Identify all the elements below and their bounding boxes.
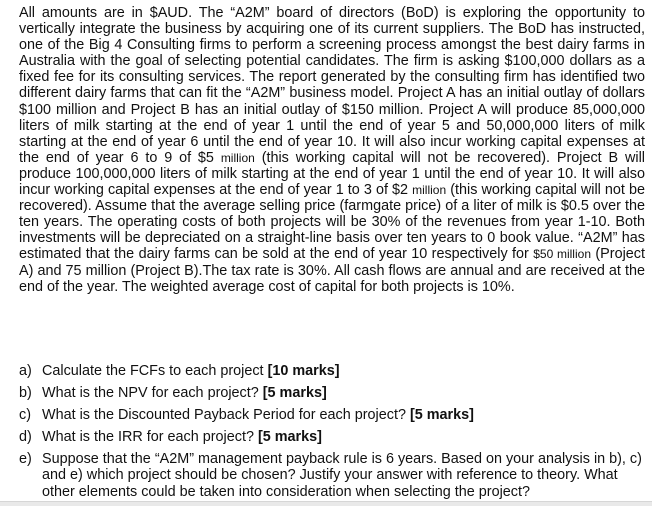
question-marks: [5 marks] [262, 385, 327, 402]
case-text-part-3: (this working capital will not be recovered). Assume that the average selling price (farmgate price) of a liter of milk is $0.5 over the ten years. The operating costs of both projects will be 30% of the revenues from year 1-10. Both investments will be depreciated on a straight-line basis over ten years to 0 book value. “A2M” has estimated that the dairy farms can be sold at the end of year 10 respectively for [19, 182, 646, 263]
question-item-e [19, 451, 645, 499]
case-text-million-1: million [220, 150, 255, 165]
question-text: Calculate the FCFs to each project [42, 363, 268, 379]
question-marks: [5 marks] [409, 407, 474, 424]
question-letter: e) [19, 451, 32, 468]
case-text-sale-value-a: $50 million [533, 247, 591, 262]
question-text: Suppose that the “A2M” management payback rule is 6 years. Based on your analysis in b), c) and e) which project should be chosen? Justify your answer with reference to theory. What other elements could be taken into consideration when selecting the project? [42, 451, 642, 500]
question-text: What is the Discounted Payback Period for each project? [42, 407, 410, 424]
question-item-b [19, 385, 645, 401]
question-marks: [10 marks] [267, 363, 340, 379]
question-letter: a) [19, 363, 32, 379]
question-item-c [19, 407, 645, 423]
question-letter: b) [19, 385, 32, 402]
case-text-part-1: All amounts are in $AUD. The “A2M” board of directors (BoD) is exploring the opportunity to vertically integrate the business by acquiring one of its current suppliers. The BoD has instructed, one of the Big 4 Consulting firms to perform a screening process amongst the best dairy farms in Australia with the goal of selecting potential candidates. The firm is asking $100,000 dollars as a fixed fee for its consulting services. The report generated by the consulting firm has identified two different dairy farms that can fit the “A2M” business model. Project A has an initial outlay of dollars $100 million and Project B has an initial outlay of $150 million. Project A will produce 85,000,000 liters of milk starting at the end of year 1 until the end of year 5 and 50,000,000 liters of milk starting at the end of year 6 until the end of year 10. It will also incur working capital expenses at the end of year 6 to 9 of $5 [19, 5, 645, 166]
question-letter: c) [19, 407, 31, 424]
case-text-part-2: (this working capital will not be recovered). Project B will produce 100,000,000 liters of milk starting at the end of year 1 until the end of year 10. It will also incur working capital expenses at the end of year 1 to 3 of $2 [19, 149, 645, 199]
question-list [19, 363, 645, 506]
question-text: What is the IRR for each project? [42, 429, 258, 446]
question-letter: d) [19, 429, 32, 446]
question-text: What is the NPV for each project? [42, 385, 263, 402]
case-text-million-2: million [412, 183, 447, 198]
document-page [19, 5, 646, 500]
case-description-paragraph [19, 5, 645, 295]
question-item-a [19, 363, 645, 379]
case-text-part-4: (Project A) and 75 million (Project B).The tax rate is 30%. All cash flows are annual and are received at the end of the year. The weighted average cost of capital for both projects is 10%. [19, 246, 645, 295]
question-item-d [19, 429, 645, 445]
page-bottom-divider [0, 501, 652, 506]
question-marks: [5 marks] [257, 429, 322, 446]
